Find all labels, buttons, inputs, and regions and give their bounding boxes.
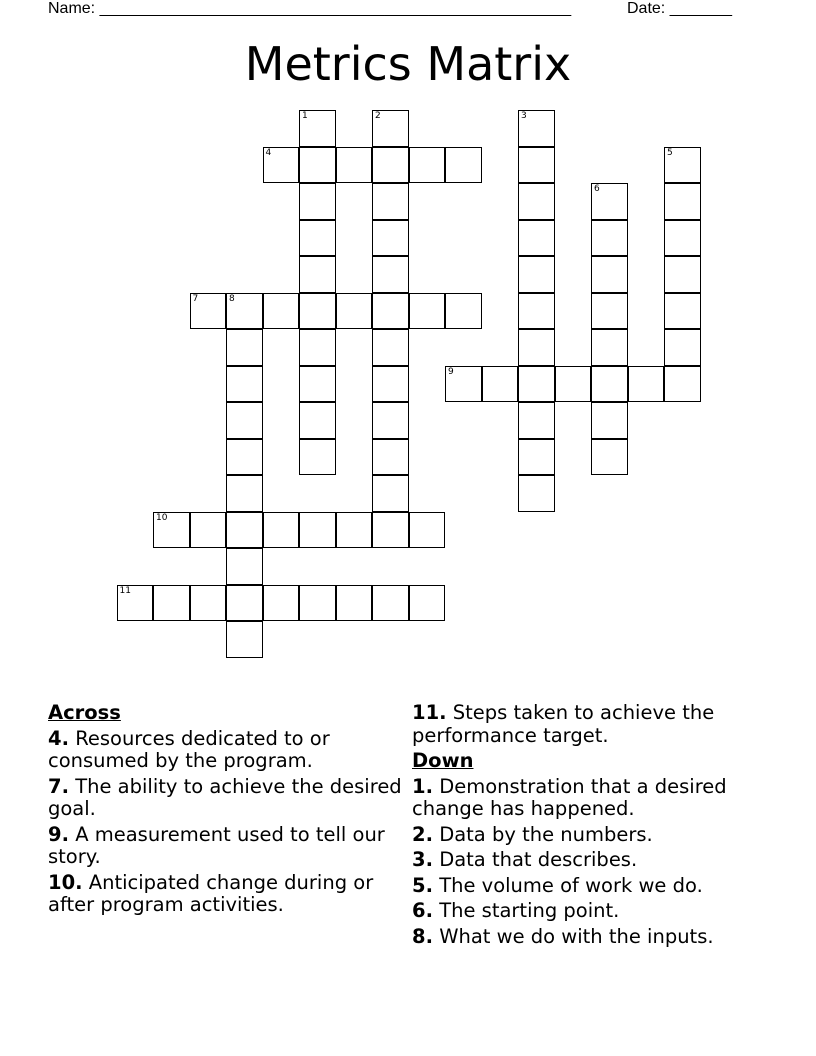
clue-down-2 xyxy=(412,824,782,847)
grid-cell[interactable] xyxy=(299,293,336,330)
grid-cell[interactable] xyxy=(591,402,628,439)
grid-cell[interactable] xyxy=(518,110,555,147)
clue-number: 11. xyxy=(412,701,447,724)
grid-cell[interactable] xyxy=(664,147,701,184)
grid-cell[interactable] xyxy=(591,183,628,220)
clue-down-3 xyxy=(412,849,782,872)
grid-cell[interactable] xyxy=(226,585,263,622)
cell-number: 3 xyxy=(521,111,527,121)
clue-number: 4. xyxy=(48,726,69,750)
grid-cell[interactable] xyxy=(518,329,555,366)
across-heading: Across xyxy=(48,701,121,724)
grid-cell[interactable] xyxy=(263,147,300,184)
cell-number: 9 xyxy=(448,366,454,377)
grid-cell[interactable] xyxy=(226,293,263,330)
clue-number: 2. xyxy=(412,822,433,846)
grid-cell[interactable] xyxy=(372,585,409,622)
grid-cell[interactable] xyxy=(299,585,336,622)
grid-cell[interactable] xyxy=(153,512,190,549)
grid-cell[interactable] xyxy=(117,585,154,622)
grid-cell[interactable] xyxy=(336,585,373,622)
grid-cell[interactable] xyxy=(664,366,701,403)
grid-cell[interactable] xyxy=(664,256,701,293)
grid-cell[interactable] xyxy=(153,585,190,622)
grid-cell[interactable] xyxy=(664,329,701,366)
cell-number: 7 xyxy=(192,293,199,304)
grid-cell[interactable] xyxy=(226,329,263,366)
grid-cell[interactable] xyxy=(445,293,482,330)
grid-cell[interactable] xyxy=(263,293,300,330)
clue-text: Anticipated change during or after program activities. xyxy=(48,870,374,916)
grid-cell[interactable] xyxy=(299,329,336,366)
grid-cell[interactable] xyxy=(299,439,336,476)
grid-cell[interactable] xyxy=(190,293,227,330)
cell-number: 4 xyxy=(265,147,272,158)
grid-cell[interactable] xyxy=(518,220,555,257)
cell-number: 1 xyxy=(302,111,308,121)
grid-cell[interactable] xyxy=(372,147,409,184)
grid-cell[interactable] xyxy=(372,183,409,220)
grid-cell[interactable] xyxy=(226,475,263,512)
grid-cell[interactable] xyxy=(372,256,409,293)
grid-cell[interactable] xyxy=(299,256,336,293)
clue-number: 6. xyxy=(412,899,433,922)
date-field-label[interactable]: Date: _______ xyxy=(627,0,732,17)
clue-down-5 xyxy=(412,875,782,898)
clues-column-left xyxy=(48,702,404,920)
clue-text: Steps taken to achieve the performance target. xyxy=(412,701,715,747)
grid-cell[interactable] xyxy=(372,220,409,257)
grid-cell[interactable] xyxy=(226,512,263,549)
grid-cell[interactable] xyxy=(591,329,628,366)
grid-cell[interactable] xyxy=(591,256,628,293)
clue-text: What we do with the inputs. xyxy=(439,924,714,948)
grid-cell[interactable] xyxy=(518,439,555,476)
grid-cell[interactable] xyxy=(518,183,555,220)
grid-cell[interactable] xyxy=(299,366,336,403)
grid-cell[interactable] xyxy=(263,512,300,549)
grid-cell[interactable] xyxy=(372,329,409,366)
clue-number: 8. xyxy=(412,924,433,948)
clue-across-4 xyxy=(48,728,404,773)
grid-cell[interactable] xyxy=(336,512,373,549)
clue-text: The starting point. xyxy=(439,899,620,922)
grid-cell[interactable] xyxy=(372,293,409,330)
grid-cell[interactable] xyxy=(518,256,555,293)
cell-number: 5 xyxy=(667,147,673,158)
grid-cell[interactable] xyxy=(409,147,446,184)
grid-cell[interactable] xyxy=(263,585,300,622)
grid-cell[interactable] xyxy=(591,366,628,403)
grid-cell[interactable] xyxy=(664,293,701,330)
clues-column-right xyxy=(412,702,782,951)
clue-number: 3. xyxy=(412,848,433,871)
grid-cell[interactable] xyxy=(190,585,227,622)
grid-cell[interactable] xyxy=(226,402,263,439)
clue-down-8 xyxy=(412,926,782,949)
grid-cell[interactable] xyxy=(336,293,373,330)
grid-cell[interactable] xyxy=(409,585,446,622)
clue-number: 10. xyxy=(48,870,83,894)
clue-across-10 xyxy=(48,872,404,917)
grid-cell[interactable] xyxy=(591,439,628,476)
grid-cell[interactable] xyxy=(628,366,665,403)
clue-across-11 xyxy=(412,702,782,747)
cell-number: 6 xyxy=(594,184,600,194)
clue-number: 7. xyxy=(48,774,69,798)
grid-cell[interactable] xyxy=(409,512,446,549)
grid-cell[interactable] xyxy=(372,475,409,512)
clue-text: Data that describes. xyxy=(439,848,638,871)
clue-number: 5. xyxy=(412,873,433,897)
grid-cell[interactable] xyxy=(299,402,336,439)
grid-cell[interactable] xyxy=(591,293,628,330)
grid-cell[interactable] xyxy=(445,366,482,403)
grid-cell[interactable] xyxy=(372,402,409,439)
clue-text: Resources dedicated to or consumed by the program. xyxy=(48,726,330,772)
grid-cell[interactable] xyxy=(518,402,555,439)
clue-number: 1. xyxy=(412,774,433,798)
cell-number: 10 xyxy=(156,512,168,523)
grid-cell[interactable] xyxy=(518,475,555,512)
grid-cell[interactable] xyxy=(299,147,336,184)
grid-cell[interactable] xyxy=(372,366,409,403)
cell-number: 8 xyxy=(229,293,235,304)
clue-text: Demonstration that a desired change has happened. xyxy=(412,774,727,820)
grid-cell[interactable] xyxy=(226,621,263,658)
clue-text: Data by the numbers. xyxy=(439,822,653,846)
grid-cell[interactable] xyxy=(336,147,373,184)
grid-cell[interactable] xyxy=(518,293,555,330)
clue-text: The ability to achieve the desired goal. xyxy=(48,774,402,820)
clue-across-7 xyxy=(48,776,404,821)
grid-cell[interactable] xyxy=(226,439,263,476)
grid-cell[interactable] xyxy=(482,366,519,403)
grid-cell[interactable] xyxy=(518,147,555,184)
grid-cell[interactable] xyxy=(299,512,336,549)
clue-down-1 xyxy=(412,776,782,821)
down-heading: Down xyxy=(412,749,474,772)
grid-cell[interactable] xyxy=(299,183,336,220)
grid-cell[interactable] xyxy=(409,293,446,330)
clue-across-9 xyxy=(48,824,404,869)
grid-cell[interactable] xyxy=(372,439,409,476)
puzzle-title: Metrics Matrix xyxy=(244,37,572,91)
grid-cell[interactable] xyxy=(226,366,263,403)
grid-cell[interactable] xyxy=(372,512,409,549)
grid-cell[interactable] xyxy=(664,220,701,257)
clue-down-6 xyxy=(412,900,782,923)
clue-text: The volume of work we do. xyxy=(439,873,703,897)
grid-cell[interactable] xyxy=(372,110,409,147)
clue-number: 9. xyxy=(48,822,69,846)
cell-number: 2 xyxy=(375,111,381,121)
grid-cell[interactable] xyxy=(518,366,555,403)
grid-cell[interactable] xyxy=(299,110,336,147)
grid-cell[interactable] xyxy=(190,512,227,549)
grid-cell[interactable] xyxy=(445,147,482,184)
grid-cell[interactable] xyxy=(591,220,628,257)
cell-number: 11 xyxy=(119,585,131,596)
name-field-label[interactable]: Name: _____________________________________________________ xyxy=(48,0,572,17)
grid-cell[interactable] xyxy=(299,220,336,257)
clue-text: A measurement used to tell our story. xyxy=(48,822,385,868)
grid-cell[interactable] xyxy=(226,548,263,585)
grid-cell[interactable] xyxy=(664,183,701,220)
grid-cell[interactable] xyxy=(555,366,592,403)
